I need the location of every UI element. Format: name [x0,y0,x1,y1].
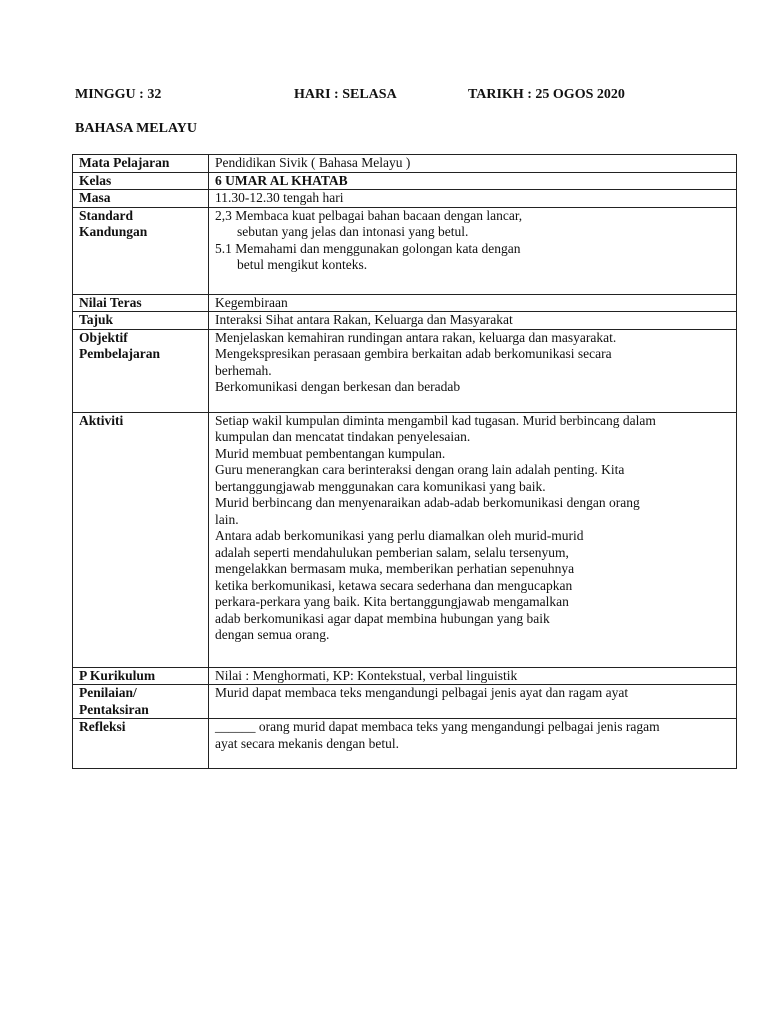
aktiviti-line: bertanggungjawab menggunakan cara komunikasi yang baik. [215,478,546,494]
value-masa: 11.30-12.30 tengah hari [209,190,737,208]
aktiviti-line: mengelakkan bermasam muka, memberikan perhatian sepenuhnya [215,561,575,576]
row-standard-kandungan [73,207,737,294]
value-objektif [209,329,737,412]
aktiviti-line: ketika berkomunikasi, ketawa secara sederhana dan mengucapkan [215,577,573,593]
value-kelas: 6 UMAR AL KHATAB [209,172,737,190]
row-mata-pelajaran [73,155,737,173]
label-standard-kandungan [73,207,209,294]
aktiviti-line: adab berkomunikasi agar dapat membina hubungan yang baik [215,610,550,626]
row-masa [73,190,737,208]
label-penilaian [73,685,209,719]
objektif-line: Mengekspresikan perasaan gembira berkaitan adab berkomunikasi secara [215,346,612,361]
label-refleksi: Refleksi [73,719,209,769]
value-standard-kandungan [209,207,737,294]
lesson-plan-table [72,154,737,769]
standard-line: sebutan yang jelas dan intonasi yang betul. [237,224,469,239]
row-kelas [73,172,737,190]
date-label: TARIKH : 25 OGOS 2020 [468,87,625,102]
aktiviti-line: Setiap wakil kumpulan diminta mengambil kad tugasan. Murid berbincang dalam [215,412,656,428]
value-p-kurikulum: Nilai : Menghormati, KP: Kontekstual, verbal linguistik [209,667,737,685]
standard-line: 5.1 Memahami dan menggunakan golongan kata dengan [215,240,521,256]
row-p-kurikulum [73,667,737,685]
label-penilaian-line1: Penilaian/ [79,685,137,700]
aktiviti-line: Guru menerangkan cara berinteraksi dengan orang lain adalah penting. Kita [215,462,625,477]
subject-heading: BAHASA MELAYU [75,121,198,136]
value-nilai-teras: Kegembiraan [209,294,737,312]
aktiviti-line: Murid berbincang dan menyenaraikan adab-adab berkomunikasi dengan orang [215,495,640,510]
standard-line: betul mengikut konteks. [237,257,368,272]
label-kelas: Kelas [73,172,209,190]
label-aktiviti: Aktiviti [73,412,209,667]
row-objektif [73,329,737,412]
label-nilai-teras: Nilai Teras [73,294,209,312]
label-standard-line1: Standard [79,207,134,223]
label-objektif-line1: Objektif [79,329,128,345]
row-tajuk [73,312,737,330]
row-refleksi [73,719,737,769]
label-penilaian-line2: Pentaksiran [79,701,149,717]
label-objektif [73,329,209,412]
label-standard-line2: Kandungan [79,224,148,239]
value-aktiviti [209,412,737,667]
label-masa: Masa [73,190,209,208]
value-mata-pelajaran: Pendidikan Sivik ( Bahasa Melayu ) [209,155,737,173]
objektif-line: Berkomunikasi dengan berkesan dan beradab [215,379,461,394]
label-mata-pelajaran: Mata Pelajaran [73,155,209,173]
objektif-line: Menjelaskan kemahiran rundingan antara rakan, keluarga dan masyarakat. [215,329,617,345]
aktiviti-line: adalah seperti mendahulukan pemberian salam, selalu tersenyum, [215,544,569,560]
aktiviti-line: dengan semua orang. [215,627,330,642]
row-aktiviti [73,412,737,667]
value-refleksi [209,719,737,769]
value-penilaian: Murid dapat membaca teks mengandungi pelbagai jenis ayat dan ragam ayat [209,685,737,719]
aktiviti-line: Murid membuat pembentangan kumpulan. [215,445,446,461]
standard-line: 2,3 Membaca kuat pelbagai bahan bacaan dengan lancar, [215,207,523,223]
week-label: MINGGU : 32 [75,87,162,102]
row-penilaian [73,685,737,719]
aktiviti-line: perkara-perkara yang baik. Kita bertanggungjawab mengamalkan [215,594,569,609]
refleksi-line: ayat secara mekanis dengan betul. [215,735,400,751]
objektif-line: berhemah. [215,362,272,378]
label-tajuk: Tajuk [73,312,209,330]
label-objektif-line2: Pembelajaran [79,346,160,361]
aktiviti-line: kumpulan dan mencatat tindakan penyelesaian. [215,429,471,444]
label-p-kurikulum: P Kurikulum [73,667,209,685]
aktiviti-line: lain. [215,511,239,527]
day-label: HARI : SELASA [294,87,397,102]
row-nilai-teras [73,294,737,312]
aktiviti-line: Antara adab berkomunikasi yang perlu diamalkan oleh murid-murid [215,528,584,543]
value-tajuk: Interaksi Sihat antara Rakan, Keluarga dan Masyarakat [209,312,737,330]
refleksi-line: ______ orang murid dapat membaca teks yang mengandungi pelbagai jenis ragam [215,719,660,734]
